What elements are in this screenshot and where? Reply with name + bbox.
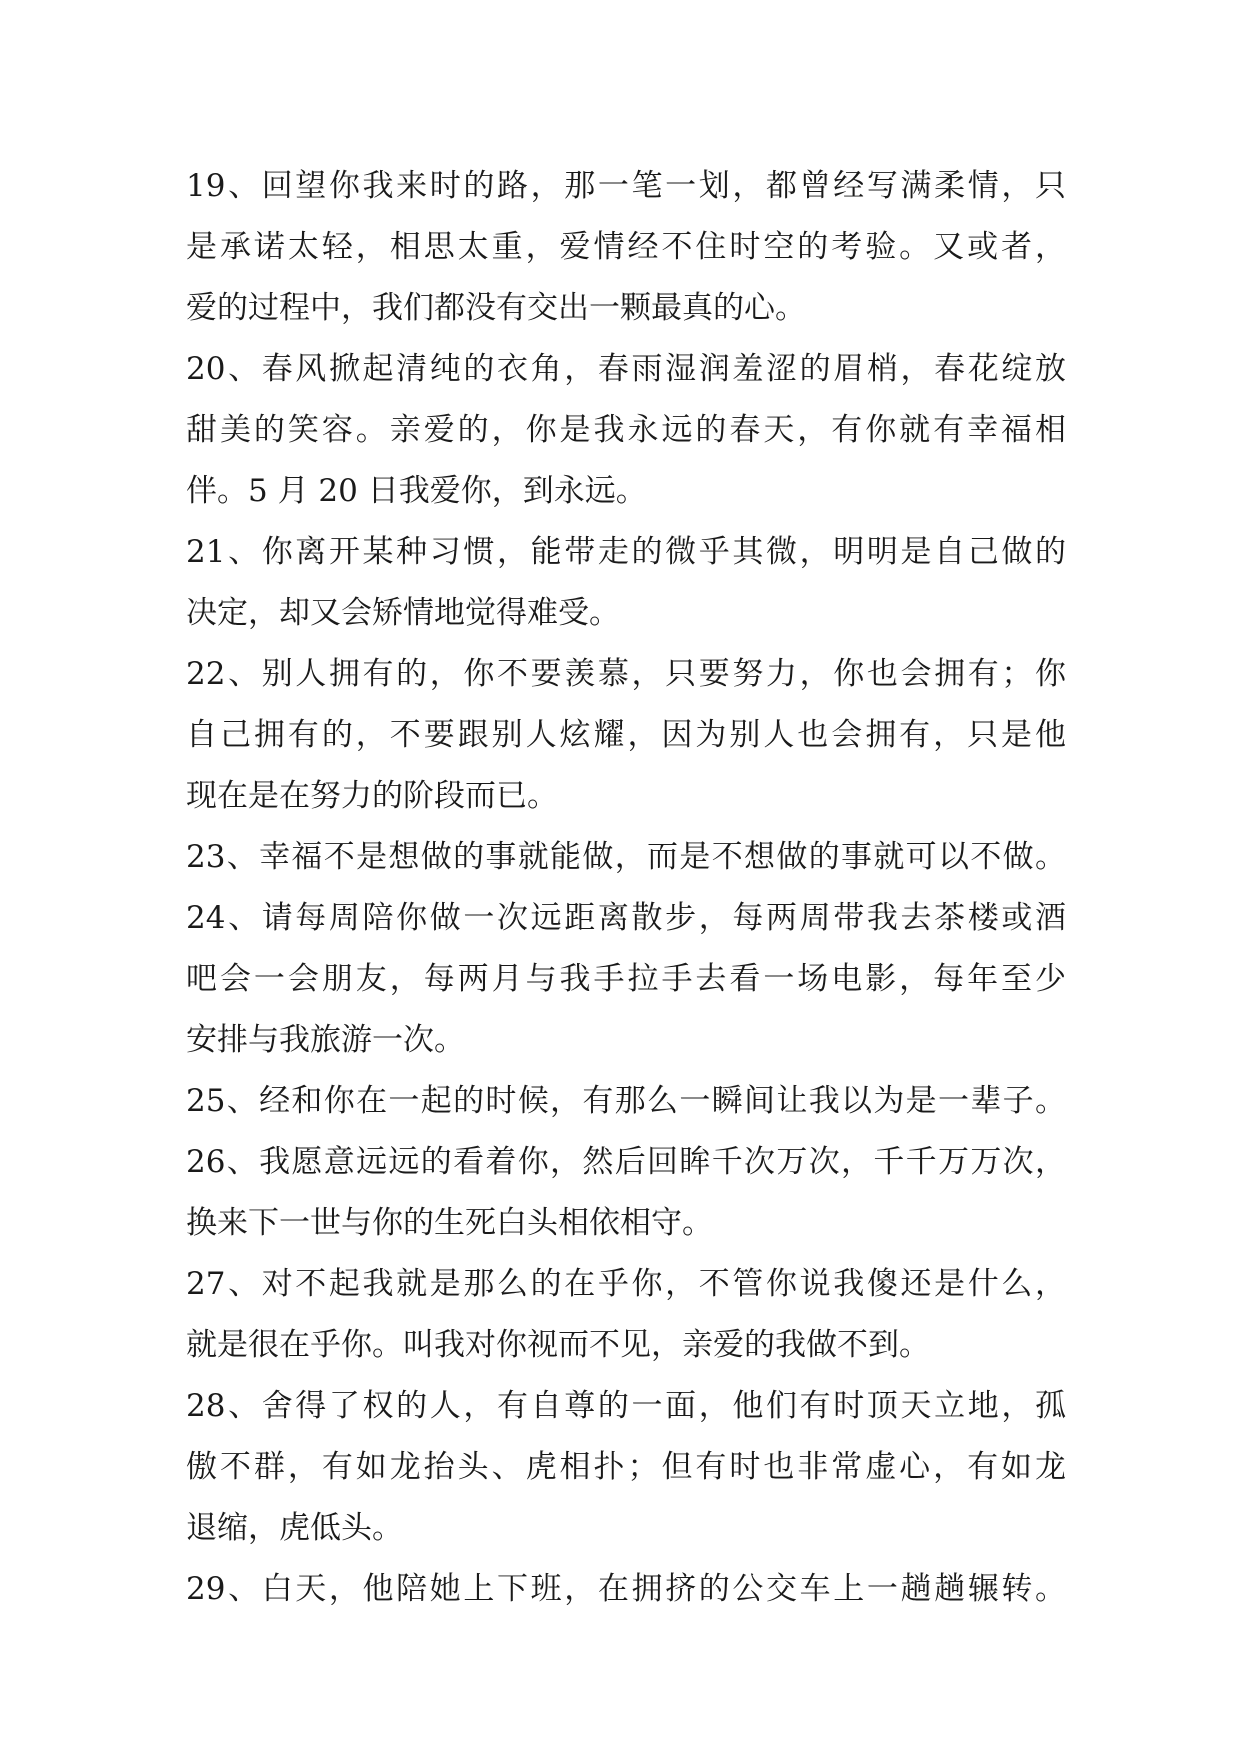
body-text — [186, 156, 1066, 1620]
text-line: 退缩，虎低头。 — [186, 1510, 403, 1546]
text-line: 自己拥有的，不要跟别人炫耀，因为别人也会拥有，只是他 — [186, 717, 1066, 753]
text-line: 24、请每周陪你做一次远距离散步，每两周带我去茶楼或酒 — [186, 900, 1066, 936]
text-line: 爱的过程中，我们都没有交出一颗最真的心。 — [186, 290, 806, 326]
text-line: 就是很在乎你。叫我对你视而不见，亲爱的我做不到。 — [186, 1327, 930, 1363]
text-line: 23、幸福不是想做的事就能做，而是不想做的事就可以不做。 — [186, 839, 1066, 875]
text-line: 傲不群，有如龙抬头、虎相扑；但有时也非常虚心，有如龙 — [186, 1449, 1066, 1485]
text-line: 是承诺太轻，相思太重，爱情经不住时空的考验。又或者， — [186, 229, 1066, 265]
text-line: 28、舍得了权的人，有自尊的一面，他们有时顶天立地，孤 — [186, 1388, 1066, 1424]
text-line: 安排与我旅游一次。 — [186, 1022, 465, 1058]
text-line: 20、春风掀起清纯的衣角，春雨湿润羞涩的眉梢，春花绽放 — [186, 351, 1066, 387]
text-line: 19、回望你我来时的路，那一笔一划，都曾经写满柔情，只 — [186, 168, 1066, 204]
text-line: 29、白天，他陪她上下班，在拥挤的公交车上一趟趟辗转。 — [186, 1571, 1066, 1607]
text-line: 甜美的笑容。亲爱的，你是我永远的春天，有你就有幸福相 — [186, 412, 1066, 448]
text-line: 22、别人拥有的，你不要羡慕，只要努力，你也会拥有；你 — [186, 656, 1066, 692]
text-line: 21、你离开某种习惯，能带走的微乎其微，明明是自己做的 — [186, 534, 1066, 570]
text-line: 27、对不起我就是那么的在乎你，不管你说我傻还是什么， — [186, 1266, 1066, 1302]
text-line: 伴。5 月 20 日我爱你，到永远。 — [186, 473, 647, 509]
text-line: 换来下一世与你的生死白头相依相守。 — [186, 1205, 713, 1241]
text-line: 吧会一会朋友，每两月与我手拉手去看一场电影，每年至少 — [186, 961, 1066, 997]
text-line: 决定，却又会矫情地觉得难受。 — [186, 595, 620, 631]
text-line: 26、我愿意远远的看着你，然后回眸千次万次，千千万万次， — [186, 1144, 1066, 1180]
text-line: 25、经和你在一起的时候，有那么一瞬间让我以为是一辈子。 — [186, 1083, 1066, 1119]
text-line: 现在是在努力的阶段而已。 — [186, 778, 558, 814]
